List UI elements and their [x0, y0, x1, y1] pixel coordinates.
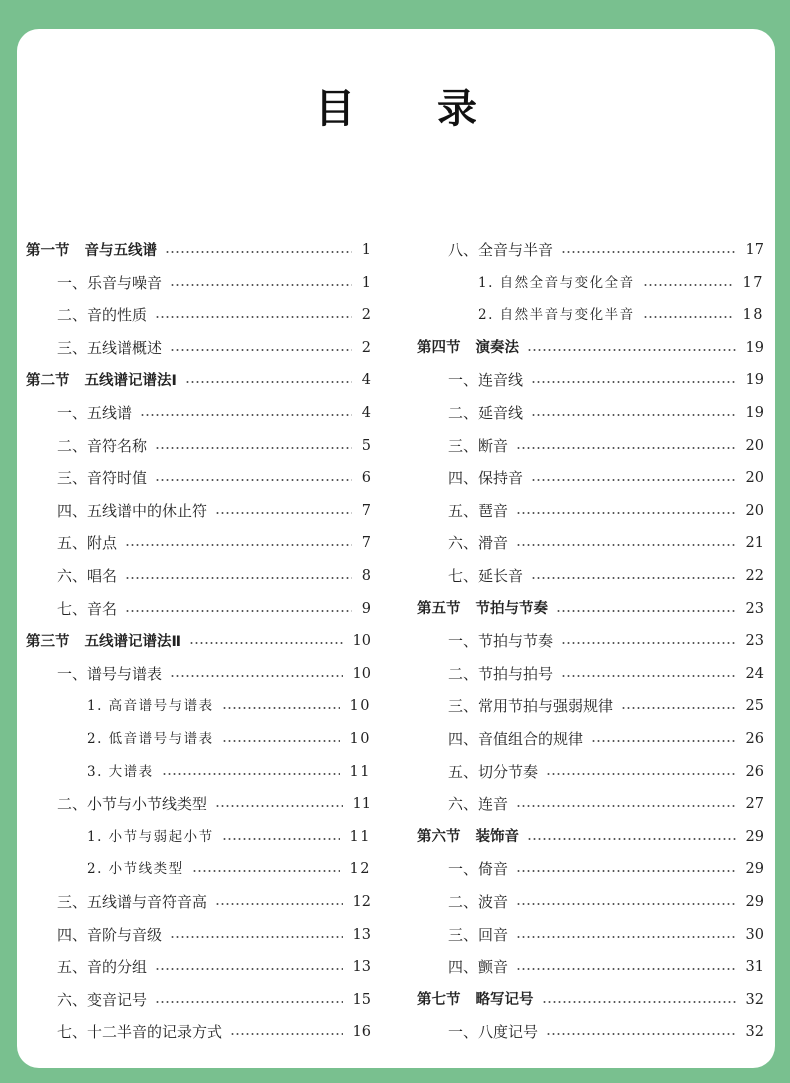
- toc-page-number: 4: [361, 405, 371, 421]
- toc-entry[interactable]: [26, 761, 371, 783]
- toc-page-number: 29: [745, 894, 764, 910]
- toc-section-entry[interactable]: [417, 989, 764, 1011]
- toc-entry[interactable]: [417, 565, 764, 587]
- toc-entry[interactable]: [26, 532, 371, 554]
- toc-section-entry[interactable]: [26, 239, 371, 261]
- toc-page-number: 1: [361, 274, 371, 291]
- toc-entry-label: [448, 793, 508, 815]
- toc-page-number: 12: [349, 861, 371, 878]
- toc-section-entry[interactable]: [417, 826, 764, 848]
- toc-page-number: 10: [352, 665, 371, 682]
- dot-leader: [215, 903, 343, 905]
- toc-entry[interactable]: [417, 304, 764, 326]
- toc-entry-label: [26, 630, 181, 653]
- toc-entry-title: 二、音的性质: [57, 306, 148, 325]
- toc-entry-label: [448, 858, 508, 880]
- toc-entry[interactable]: [417, 858, 764, 880]
- toc-entry-label: [417, 988, 534, 1011]
- toc-entry[interactable]: [26, 467, 371, 489]
- dot-leader: [170, 349, 352, 351]
- dot-leader: [542, 1001, 736, 1003]
- toc-entry-label: [57, 435, 147, 457]
- toc-entry[interactable]: [26, 272, 371, 294]
- toc-page-number: 30: [745, 926, 764, 943]
- toc-page-number: 32: [745, 1024, 764, 1041]
- dot-leader: [155, 968, 343, 970]
- toc-entry-title: 2. 自然半音与变化半音: [478, 307, 635, 324]
- toc-page-number: 11: [352, 796, 371, 813]
- dot-leader: [531, 577, 736, 579]
- toc-entry-title: 五、切分节奏: [448, 762, 539, 781]
- toc-entry-title: 四、五线谱中的休止符: [57, 501, 208, 520]
- toc-entry-label: [57, 272, 162, 294]
- toc-entry-title: 三、回音: [448, 925, 509, 944]
- toc-entry-title: 三、五线谱概述: [57, 338, 163, 357]
- toc-entry[interactable]: [26, 728, 371, 750]
- toc-page-number: 19: [745, 372, 764, 389]
- toc-entry-title: 四、音值组合的规律: [448, 730, 584, 748]
- toc-entry[interactable]: [26, 663, 371, 685]
- toc-page-number: 9: [361, 600, 371, 617]
- toc-entry[interactable]: [26, 858, 371, 880]
- toc-entry-title: 四、颤音: [448, 958, 509, 977]
- toc-entry-label: [57, 891, 207, 913]
- toc-entry-label: [448, 467, 523, 489]
- toc-entry[interactable]: [26, 402, 371, 424]
- toc-entry-title: 一、乐音与噪音: [57, 273, 163, 292]
- dot-leader: [215, 512, 352, 514]
- toc-entry-label: [448, 369, 523, 391]
- toc-entry-label: [87, 761, 154, 783]
- toc-page-number: 13: [352, 959, 371, 976]
- toc-page-number: 10: [349, 731, 371, 747]
- toc-entry-title: 装饰音: [475, 829, 519, 846]
- page-title: 目 录: [315, 85, 511, 132]
- dot-leader: [125, 544, 352, 546]
- dot-leader: [561, 675, 736, 677]
- dot-leader: [125, 610, 352, 612]
- toc-entry-label: [417, 597, 548, 620]
- toc-entry[interactable]: [417, 793, 764, 815]
- toc-section-number: 第三节: [26, 633, 70, 650]
- toc-entry-title: 音与五线谱: [84, 242, 157, 259]
- toc-page-number: 7: [361, 535, 371, 552]
- dot-leader: [516, 544, 736, 546]
- toc-entry[interactable]: [417, 500, 764, 522]
- toc-page-number: 2: [361, 307, 371, 324]
- dot-leader: [527, 349, 736, 351]
- toc-page-number: 13: [352, 926, 371, 943]
- toc-page-number: 20: [745, 437, 764, 454]
- dot-leader: [192, 870, 340, 872]
- toc-entry-label: [448, 435, 508, 457]
- toc-entry-title: 七、音名: [57, 599, 118, 618]
- dot-leader: [643, 284, 733, 286]
- dot-leader: [643, 316, 733, 318]
- toc-entry[interactable]: [417, 761, 764, 783]
- dot-leader: [516, 968, 736, 970]
- toc-entry[interactable]: [417, 695, 764, 717]
- toc-entry[interactable]: [26, 337, 371, 359]
- toc-entry-label: [448, 761, 538, 783]
- toc-entry-label: [57, 663, 162, 685]
- dot-leader: [531, 479, 736, 481]
- toc-entry-title: 二、音符名称: [57, 436, 148, 455]
- toc-entry-label: [417, 336, 519, 359]
- toc-entry-label: [26, 369, 177, 392]
- toc-page-number: 18: [742, 307, 764, 324]
- toc-page-number: 21: [745, 535, 764, 552]
- toc-entry-title: 五、音的分组: [57, 958, 148, 977]
- toc-section-number: 第六节: [417, 829, 461, 846]
- toc-entry-label: [417, 825, 519, 848]
- toc-section-number: 第七节: [417, 992, 461, 1009]
- toc-entry-title: 四、保持音: [448, 469, 524, 488]
- toc-entry-title: 三、常用节拍与强弱规律: [448, 697, 614, 716]
- toc-page-number: 10: [352, 633, 371, 650]
- toc-entry-label: [57, 337, 162, 359]
- toc-entry[interactable]: [26, 793, 371, 815]
- toc-entry-title: 五线谱记谱法Ⅱ: [84, 633, 182, 650]
- dot-leader: [621, 707, 736, 709]
- toc-entry-label: [26, 239, 157, 262]
- toc-entry-title: 四、音阶与音级: [57, 925, 163, 944]
- toc-entry-title: 演奏法: [475, 340, 519, 357]
- dot-leader: [556, 610, 736, 612]
- toc-page-number: 31: [745, 959, 764, 976]
- dot-leader: [516, 870, 736, 872]
- dot-leader: [531, 414, 736, 416]
- toc-page-number: 29: [745, 828, 764, 845]
- toc-entry-label: [448, 924, 508, 946]
- toc-entry-title: 节拍与节奏: [475, 601, 548, 618]
- toc-entry-title: 略写记号: [475, 992, 534, 1009]
- toc-section-number: 第二节: [26, 372, 70, 389]
- toc-page-number: 23: [745, 600, 764, 617]
- dot-leader: [516, 447, 736, 449]
- toc-entry-title: 五线谱记谱法Ⅰ: [84, 372, 177, 389]
- toc-section-number: 第五节: [417, 601, 461, 618]
- toc-entry-title: 一、倚音: [448, 860, 509, 879]
- dot-leader: [546, 1033, 736, 1035]
- toc-entry-title: 六、变音记号: [57, 990, 148, 1009]
- toc-entry-label: [87, 728, 214, 750]
- toc-entry-label: [448, 565, 523, 587]
- toc-entry-title: 二、小节与小节线类型: [57, 795, 208, 814]
- toc-page-number: 4: [361, 372, 371, 389]
- toc-page-number: 20: [745, 470, 764, 487]
- dot-leader: [140, 414, 352, 416]
- toc-entry[interactable]: [26, 891, 371, 913]
- toc-entry-title: 二、波音: [448, 893, 509, 911]
- toc-entry[interactable]: [26, 598, 371, 620]
- toc-page-number: 11: [349, 763, 371, 780]
- toc-page-number: 11: [349, 828, 371, 845]
- toc-entry-title: 1. 自然全音与变化全音: [478, 274, 635, 291]
- toc-entry-title: 三、五线谱与音符音高: [57, 893, 208, 911]
- toc-page-number: 19: [745, 405, 764, 421]
- toc-entry-label: [448, 728, 583, 750]
- toc-page-number: 6: [361, 470, 371, 487]
- toc-entry-label: [448, 500, 508, 522]
- toc-entry-title: 3. 大谱表: [87, 763, 154, 780]
- toc-entry-label: [448, 695, 613, 717]
- toc-entry-label: [448, 891, 508, 913]
- toc-entry-label: [448, 1021, 538, 1043]
- toc-entry[interactable]: [417, 532, 764, 554]
- toc-entry-label: [57, 500, 207, 522]
- toc-entry-title: 五、琶音: [448, 501, 509, 520]
- dot-leader: [125, 577, 352, 579]
- dot-leader: [516, 903, 736, 905]
- toc-entry-title: 三、断音: [448, 436, 509, 455]
- toc-section-number: 第四节: [417, 340, 461, 357]
- toc-entry-label: [57, 989, 147, 1011]
- toc-entry-title: 一、连音线: [448, 371, 524, 390]
- toc-entry-title: 六、连音: [448, 795, 509, 814]
- dot-leader: [189, 642, 342, 644]
- dot-leader: [215, 805, 343, 807]
- toc-entry[interactable]: [417, 728, 764, 750]
- toc-entry-label: [57, 532, 117, 554]
- toc-entry[interactable]: [417, 272, 764, 294]
- dot-leader: [516, 936, 736, 938]
- toc-entry-label: [57, 565, 117, 587]
- toc-entry-label: [478, 272, 635, 294]
- toc-entry-title: 二、延音线: [448, 404, 524, 422]
- toc-entry-title: 1. 高音谱号与谱表: [87, 698, 214, 715]
- toc-entry[interactable]: [417, 435, 764, 457]
- toc-page-number: 7: [361, 502, 371, 519]
- toc-page-number: 15: [352, 991, 371, 1008]
- toc-entry-label: [478, 304, 635, 326]
- dot-leader: [561, 251, 736, 253]
- toc-page-number: 26: [745, 763, 764, 780]
- toc-page-number: 25: [745, 698, 764, 715]
- toc-entry-title: 一、谱号与谱表: [57, 664, 163, 683]
- toc-section-entry[interactable]: [26, 630, 371, 652]
- toc-entry-label: [57, 1021, 222, 1043]
- toc-page-number: 19: [745, 339, 764, 356]
- toc-entry-label: [448, 402, 523, 424]
- toc-page-number: 22: [745, 568, 764, 584]
- toc-entry[interactable]: [26, 565, 371, 587]
- dot-leader: [222, 707, 340, 709]
- toc-entry-title: 六、唱名: [57, 567, 118, 585]
- toc-entry-label: [87, 695, 214, 717]
- toc-page-number: 17: [745, 242, 764, 258]
- dot-leader: [185, 381, 352, 383]
- toc-page-number: 23: [745, 633, 764, 650]
- toc-entry-title: 一、节拍与节奏: [448, 632, 554, 651]
- toc-entry-label: [87, 858, 184, 880]
- dot-leader: [155, 447, 352, 449]
- toc-page-number: 32: [745, 991, 764, 1008]
- toc-card: [17, 29, 775, 1068]
- dot-leader: [170, 675, 343, 677]
- toc-entry[interactable]: [417, 1021, 764, 1043]
- dot-leader: [222, 838, 340, 840]
- toc-entry-title: 七、延长音: [448, 567, 524, 585]
- toc-entry-label: [87, 826, 214, 848]
- toc-entry[interactable]: [26, 500, 371, 522]
- toc-entry-title: 2. 小节线类型: [87, 861, 184, 878]
- toc-entry[interactable]: [417, 630, 764, 652]
- toc-section-entry[interactable]: [417, 337, 764, 359]
- toc-page-number: 29: [745, 861, 764, 878]
- toc-entry-label: [57, 402, 132, 424]
- toc-entry-label: [448, 630, 553, 652]
- toc-entry-title: 三、音符时值: [57, 469, 148, 488]
- toc-page-number: 1: [361, 242, 371, 258]
- toc-entry[interactable]: [417, 239, 764, 261]
- toc-entry[interactable]: [26, 304, 371, 326]
- toc-entry-label: [57, 467, 147, 489]
- dot-leader: [165, 251, 352, 253]
- toc-entry-title: 2. 低音谱号与谱表: [87, 731, 214, 747]
- toc-entry[interactable]: [26, 826, 371, 848]
- dot-leader: [155, 1001, 343, 1003]
- toc-page-number: 2: [361, 339, 371, 356]
- toc-entry-title: 一、八度记号: [448, 1023, 539, 1042]
- toc-entry[interactable]: [417, 924, 764, 946]
- dot-leader: [546, 773, 736, 775]
- toc-entry-title: 二、节拍与拍号: [448, 664, 554, 683]
- toc-page-number: 8: [361, 568, 371, 584]
- toc-entry-label: [448, 663, 553, 685]
- toc-page-number: 27: [745, 796, 764, 813]
- toc-entry-label: [57, 956, 147, 978]
- toc-entry-label: [57, 304, 147, 326]
- dot-leader: [531, 381, 736, 383]
- toc-page-number: 12: [352, 894, 371, 910]
- toc-page-number: 16: [352, 1024, 371, 1041]
- toc-page-number: 10: [349, 698, 371, 715]
- dot-leader: [162, 773, 340, 775]
- dot-leader: [222, 740, 340, 742]
- toc-section-entry[interactable]: [417, 598, 764, 620]
- toc-entry-title: 1. 小节与弱起小节: [87, 828, 214, 845]
- dot-leader: [170, 936, 343, 938]
- toc-entry-title: 八、全音与半音: [448, 241, 554, 259]
- toc-entry[interactable]: [26, 956, 371, 978]
- dot-leader: [527, 838, 736, 840]
- toc-entry-label: [57, 924, 162, 946]
- toc-page-number: 5: [361, 437, 371, 454]
- toc-entry-label: [57, 793, 207, 815]
- toc-entry[interactable]: [417, 663, 764, 685]
- toc-entry-title: 五、附点: [57, 534, 118, 553]
- dot-leader: [155, 479, 352, 481]
- toc-entry-label: [448, 532, 508, 554]
- toc-entry-label: [448, 956, 508, 978]
- dot-leader: [516, 512, 736, 514]
- toc-entry[interactable]: [26, 989, 371, 1011]
- toc-entry-title: 一、五线谱: [57, 404, 133, 422]
- toc-entry[interactable]: [417, 402, 764, 424]
- toc-page-number: 26: [745, 731, 764, 747]
- dot-leader: [561, 642, 736, 644]
- toc-page-number: 17: [742, 274, 764, 291]
- toc-page-number: 24: [745, 665, 764, 682]
- dot-leader: [170, 284, 352, 286]
- dot-leader: [516, 805, 736, 807]
- toc-entry-title: 七、十二半音的记录方式: [57, 1023, 223, 1042]
- toc-entry-title: 六、滑音: [448, 534, 509, 553]
- dot-leader: [591, 740, 736, 742]
- toc-entry[interactable]: [417, 467, 764, 489]
- toc-entry[interactable]: [26, 695, 371, 717]
- toc-entry[interactable]: [417, 956, 764, 978]
- dot-leader: [155, 316, 352, 318]
- toc-page-number: 20: [745, 502, 764, 519]
- toc-entry-label: [57, 598, 117, 620]
- toc-entry[interactable]: [26, 1021, 371, 1043]
- toc-entry[interactable]: [417, 369, 764, 391]
- toc-entry[interactable]: [26, 435, 371, 457]
- toc-entry[interactable]: [417, 891, 764, 913]
- toc-section-number: 第一节: [26, 242, 70, 259]
- toc-entry-label: [448, 239, 553, 261]
- toc-entry[interactable]: [26, 924, 371, 946]
- toc-section-entry[interactable]: [26, 369, 371, 391]
- dot-leader: [230, 1033, 343, 1035]
